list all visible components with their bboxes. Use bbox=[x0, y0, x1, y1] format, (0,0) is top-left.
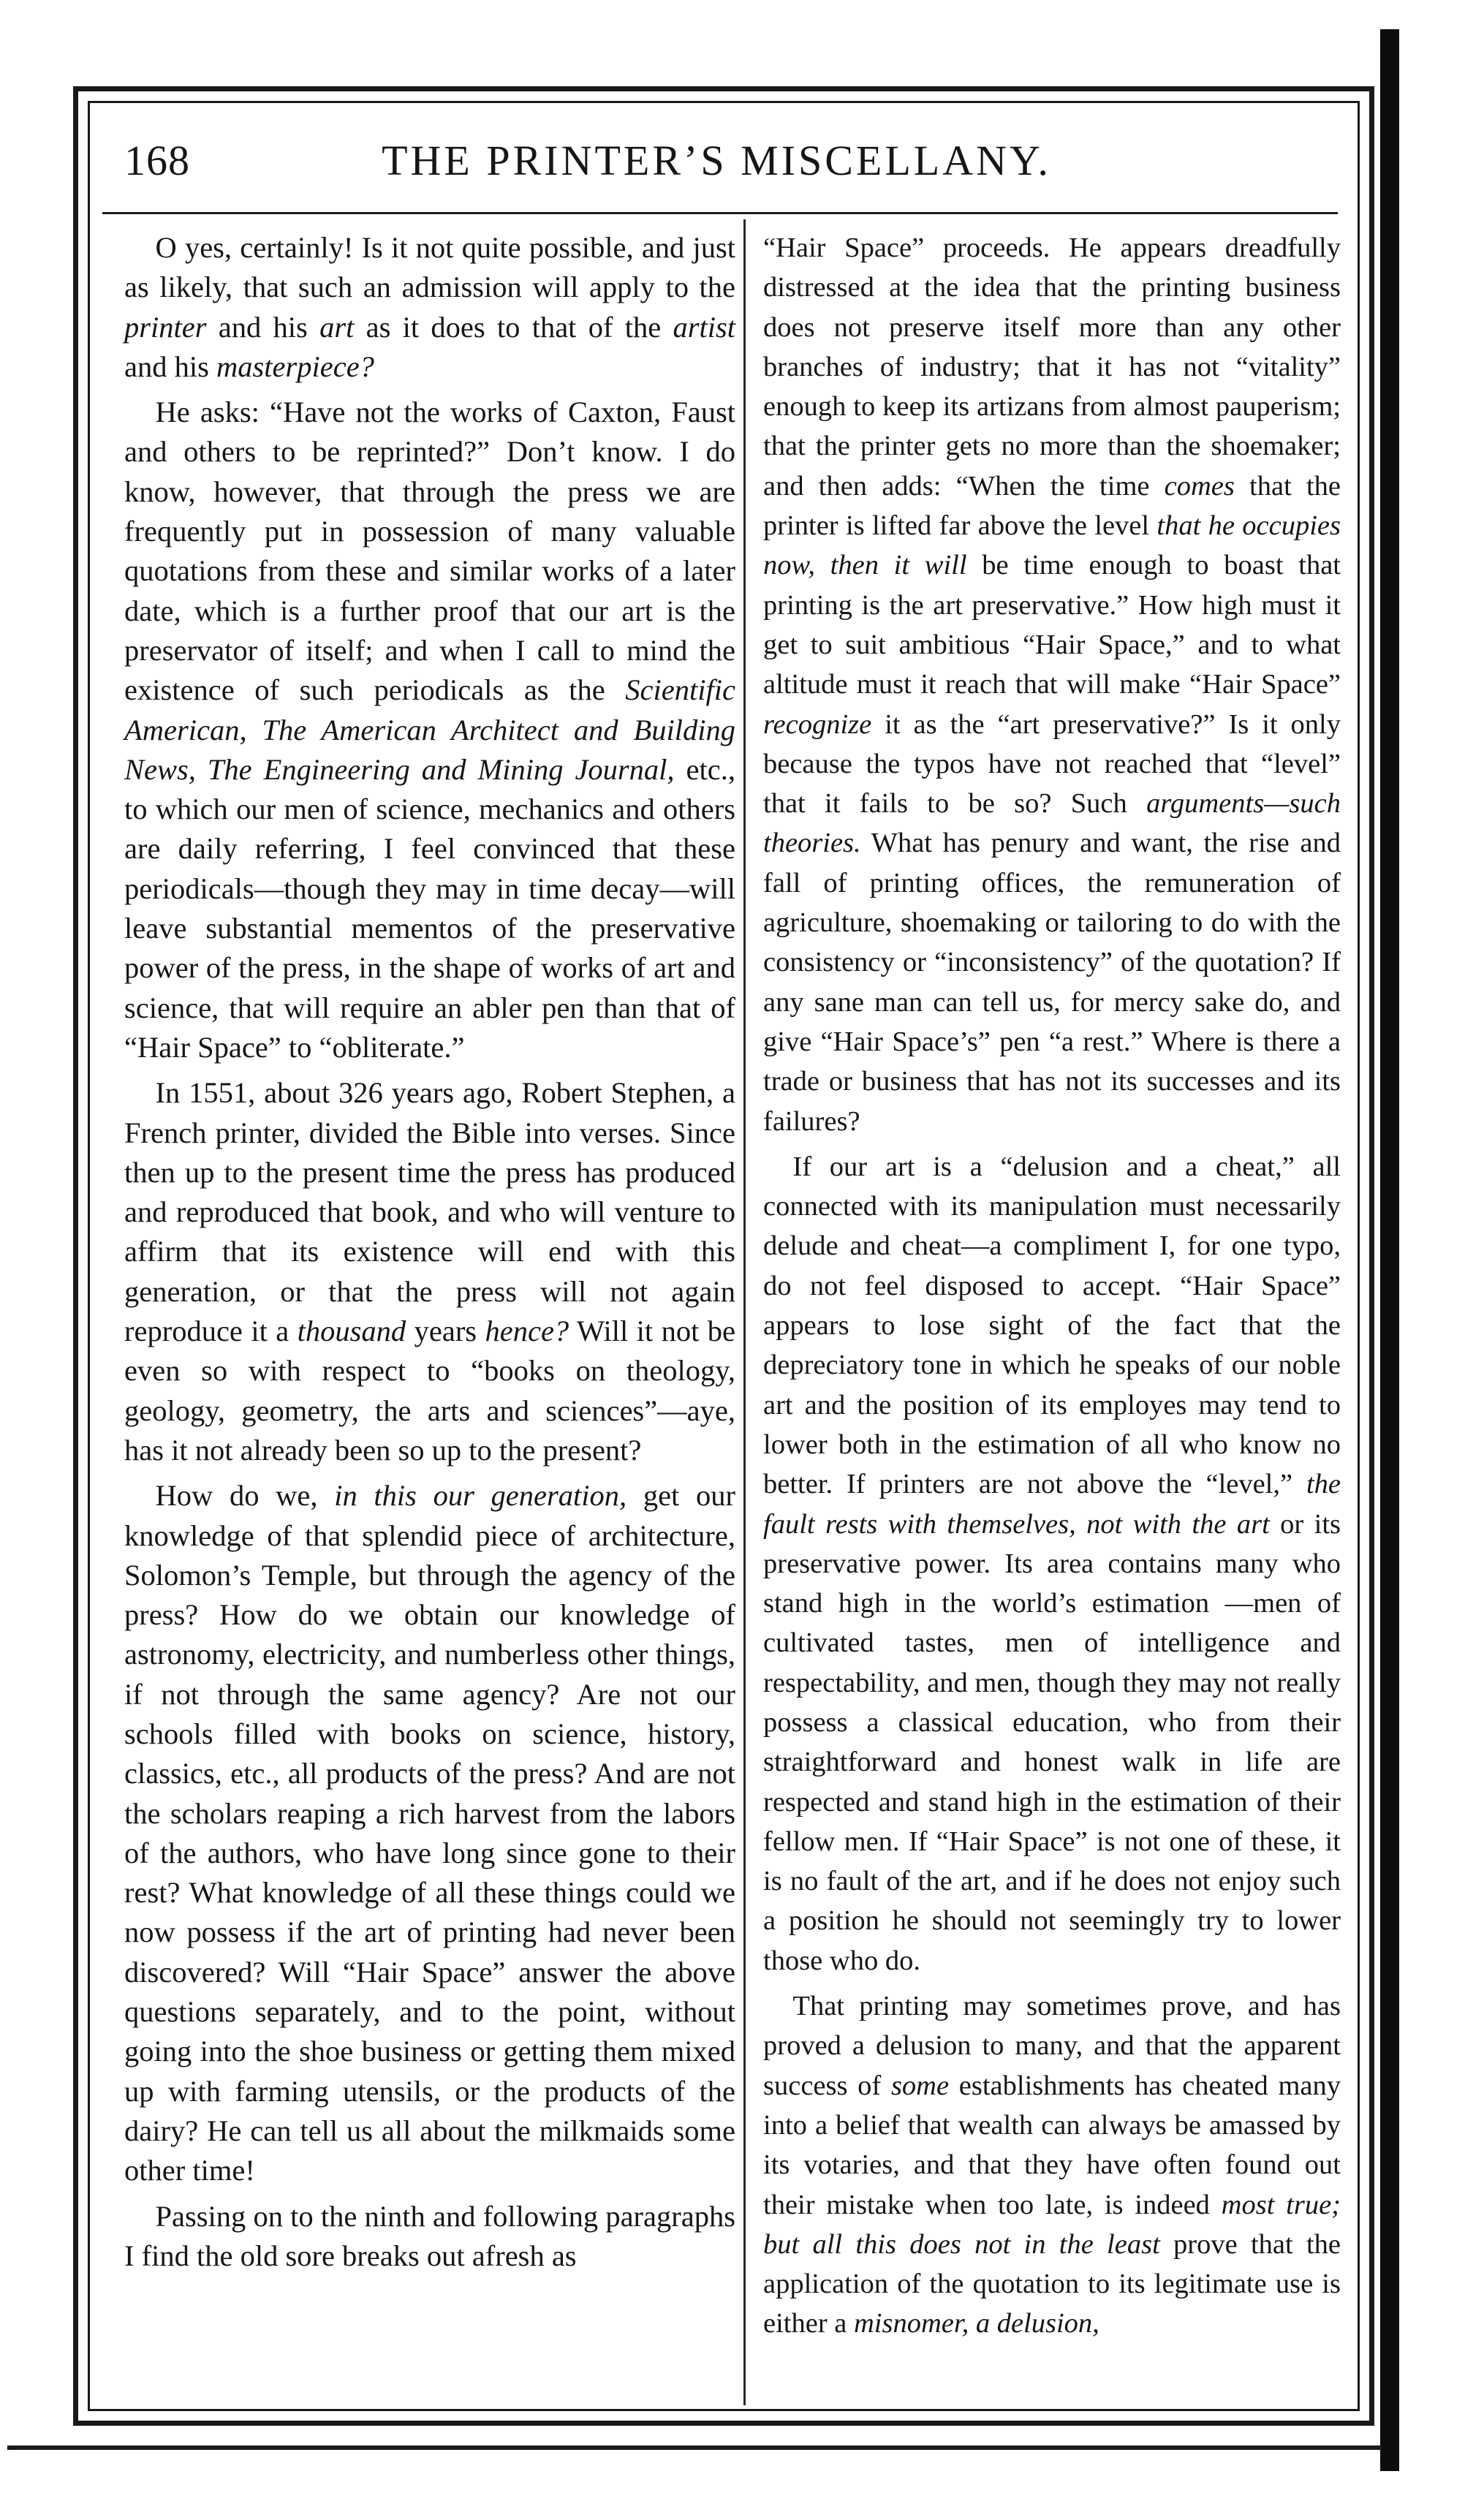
paragraph: That printing may sometimes prove, and has proved a delusion to many, and that the apparent success of some establishments has cheated many into a belief that wealth can always be amassed by its votaries, and that they have often found out their mistake when too late, is indeed most true; but all this does not in the least prove that the application of the quotation to its legitimate use is either a misnomer, a delusion, bbox=[763, 1991, 1341, 2339]
page-number: 168 bbox=[124, 137, 190, 184]
paragraph: Passing on to the ninth and following paragraphs I find the old sore breaks out afresh as bbox=[124, 2199, 735, 2272]
right-column bbox=[763, 228, 1341, 2344]
paragraph: How do we, in this our generation, get our knowledge of that splendid piece of architecture, Solomon’s Temple, but through the agency of the press? How do we obtain our knowledge of astronomy, electricity, and numberless other things, if not through the same agency? Are not our schools filled with books on science, history, classics, etc., all products of the press? And are not the scholars reaping a rich harvest from the labors of the authors, who have long since gone to their rest? What knowledge of all these things could we now possess if the art of printing had never been discovered? Will “Hair Space” answer the above questions separately, and to the point, without going into the shoe business or getting them mixed up with farming utensils, or the products of the dairy? He can tell us all about the milkmaids some other time! bbox=[124, 1479, 735, 2187]
header-rule bbox=[102, 212, 1338, 214]
paragraph: O yes, certainly! Is it not quite possible, and just as likely, that such an admission will apply to the printer and his art as it does to that of the artist and his masterpiece? bbox=[124, 231, 735, 383]
left-column bbox=[124, 228, 735, 2276]
running-head bbox=[102, 132, 1330, 190]
bottom-rule bbox=[7, 2445, 1382, 2450]
paragraph: He asks: “Have not the works of Caxton, Faust and others to be reprinted?” Don’t know. I do know, however, that through the press we are frequently put in possession of many valuable quotations from these and similar works of a later date, which is a further proof that our art is the preservator of itself; and when I call to mind the existence of such periodicals as the Scientific American, The American Architect and Building News, The Engineering and Mining Journal, etc., to which our men of science, mechanics and others are daily referring, I feel convinced that these periodicals—though they may in time decay—will leave substantial mementos of the preservative power of the press, in the shape of works of art and science, that will require an abler pen than that of “Hair Space” to “obliterate.” bbox=[124, 396, 735, 1064]
column-divider bbox=[743, 219, 746, 2405]
paragraph: If our art is a “delusion and a cheat,” all connected with its manipulation must necessarily delude and cheat—a compliment I, for one typo, do not feel disposed to accept. “Hair Space” appears to lose sight of the fact that the depreciatory tone in which he speaks of our noble art and the position of its employes may tend to lower both in the estimation of all who know no better. If printers are not above the “level,” the fault rests with themselves, not with the art or its preservative power. Its area contains many who stand high in the world’s estimation —men of cultivated tastes, men of intelligence and respectability, and men, though they may not really possess a classical education, who from their straightforward and honest walk in life are respected and stand high in the estimation of their fellow men. If “Hair Space” is not one of these, it is no fault of the art, and if he does not enjoy such a position he should not seemingly try to lower those who do. bbox=[763, 1151, 1341, 1976]
binding-shadow bbox=[1380, 29, 1399, 2471]
journal-title: THE PRINTER’S MISCELLANY. bbox=[382, 137, 1051, 184]
paragraph: “Hair Space” proceeds. He appears dreadfully distressed at the idea that the printing business does not preserve itself more than any other branches of industry; that it has not “vitality” enough to keep its artizans from almost pauperism; that the printer gets no more than the shoemaker; and then adds: “When the time comes that the printer is lifted far above the level that he occupies now, then it will be time enough to boast that printing is the art preservative.” How high must it get to suit ambitious “Hair Space,” and to what altitude must it reach that will make “Hair Space” recognize it as the “art preservative?” Is it only because the typos have not reached that “level” that it fails to be so? Such arguments—such theories. What has penury and want, the rise and fall of printing offices, the remuneration of agriculture, shoemaking or tailoring to do with the consistency or “inconsistency” of the quotation? If any sane man can tell us, for mercy sake do, and give “Hair Space’s” pen “a rest.” Where is there a trade or business that has not its successes and its failures? bbox=[763, 232, 1341, 1137]
paragraph: In 1551, about 326 years ago, Robert Stephen, a French printer, divided the Bible into verses. Since then up to the present time the press has produced and reproduced that book, and who will venture to affirm that its existence will end with this generation, or that the press will not again reproduce it a thousand years hence? Will it not be even so with respect to “books on theology, geology, geometry, the arts and sciences”—aye, has it not already been so up to the present? bbox=[124, 1076, 736, 1467]
